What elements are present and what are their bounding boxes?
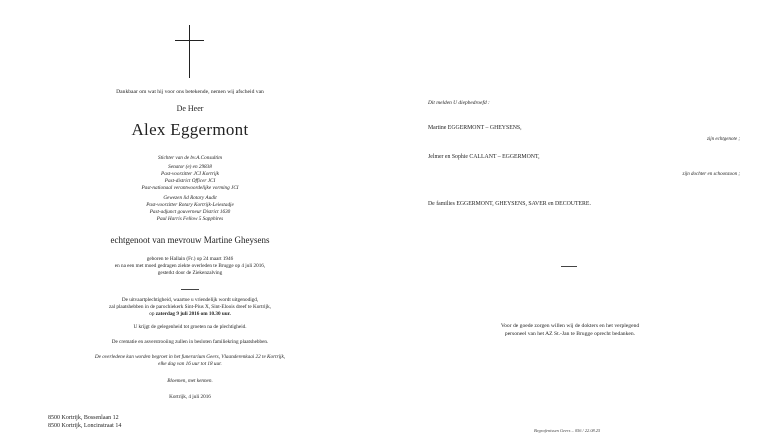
born-line: gesterkt door de Ziekenzalving (157, 270, 223, 276)
date-place: Kortrijk, 4 juli 2016 (169, 394, 211, 400)
title-line: Past-voorzitter JCI Kortrijk (161, 171, 219, 177)
divider (561, 266, 577, 267)
cross-icon (189, 25, 190, 78)
divider (181, 289, 199, 290)
announcement-intro: Dit melden U diepbedroefd : (428, 100, 490, 106)
viewing-block (0, 354, 380, 368)
titles-block-1 (0, 164, 380, 192)
family-line: Jelmer en Sophie CALLANT – EGGERMONT, (428, 154, 540, 160)
right-page (380, 0, 760, 448)
funeral-date: zaterdag 9 juli 2016 om 10.30 uur. (155, 311, 231, 317)
thanks-line: Voor de goede zorgen willen wij de dokters en het verplegend (500, 323, 640, 329)
founder-line: Stichter van de bv.A.Consultim (157, 155, 222, 161)
honorific: De Heer (176, 104, 204, 113)
cremation-line: De crematie en asverstrooiing zullen in besloten familiekring plaatshebben. (111, 339, 269, 345)
address-line: 8500 Kortrijk, Loncinstraat 14 (48, 423, 122, 429)
funeral-line: De uitvaartplechtigheid, waartoe u vriendelijk wordt uitgenodigd, (121, 297, 259, 303)
family-line: De families EGGERMONT, GHEYSENS, SAVER en DECOUTERE. (428, 201, 591, 207)
deceased-name: Alex Eggermont (131, 120, 249, 139)
thanks-block (380, 322, 760, 338)
cross-bar (175, 40, 204, 41)
spouse-line: echtgenoot van mevrouw Martine Gheysens (110, 235, 270, 245)
funeral-block (0, 297, 380, 318)
flowers-line: Bloemen, met kennen. (167, 378, 213, 384)
family-line: Martine EGGERMONT – GHEYSENS, (428, 125, 522, 131)
printer-credit: Begrafenissen Geers – 056 / 22.08.25 (534, 428, 601, 433)
funeral-date-prefix: op (149, 311, 155, 317)
thanks-line: personeel van het AZ St.-Jan te Brugge oprecht bedanken. (504, 331, 636, 337)
born-line: geboren te Hallain (Fr.) op 24 maart 1946 (146, 256, 234, 262)
viewing-line: De overledene kan worden begroet in het funerarium Geers, Vlaanderenkaai 22 te Kortrijk, (94, 354, 286, 360)
title-line: Past-district Officer JCI (164, 178, 216, 184)
title-line: Paul Harris Fellow 5 Sapphires (156, 216, 224, 222)
title-line: Senator (e) en 29838 (168, 164, 212, 170)
birth-death-block (0, 256, 380, 277)
address-line: 8500 Kortrijk, Bossenlaan 12 (48, 415, 119, 421)
intro-text: Dankbaar om wat hij voor ons betekende, nemen wij afscheid van (116, 89, 264, 95)
titles-block-2 (0, 195, 380, 223)
title-line: Gewezen lid Rotary Audit (163, 195, 217, 201)
condolence-line: U krijgt de gelegenheid tot groeten na de plechtigheid. (133, 324, 247, 330)
title-line: Past-nationaal verantwoordelijke vorming JCI (141, 185, 239, 191)
title-line: Past-adjunct gouverneur District 1630 (149, 209, 231, 215)
funeral-date-line (0, 311, 380, 318)
title-line: Past-voorzitter Rotary Kortrijk-Leiestadje (146, 202, 234, 208)
relation-label: zijn dochter en schoonzoon ; (682, 172, 740, 177)
relation-label: zijn echtgenote ; (706, 137, 740, 142)
funeral-line: zal plaatshebben in de parochiekerk Sint-Pius X, Sint-Eloois dreef te Kortrijk, (109, 304, 271, 310)
viewing-line: elke dag van 16 uur tot 18 uur. (158, 361, 222, 367)
born-line: en na een met moed gedragen ziekte overleden te Brugge op 4 juli 2016, (114, 263, 266, 269)
